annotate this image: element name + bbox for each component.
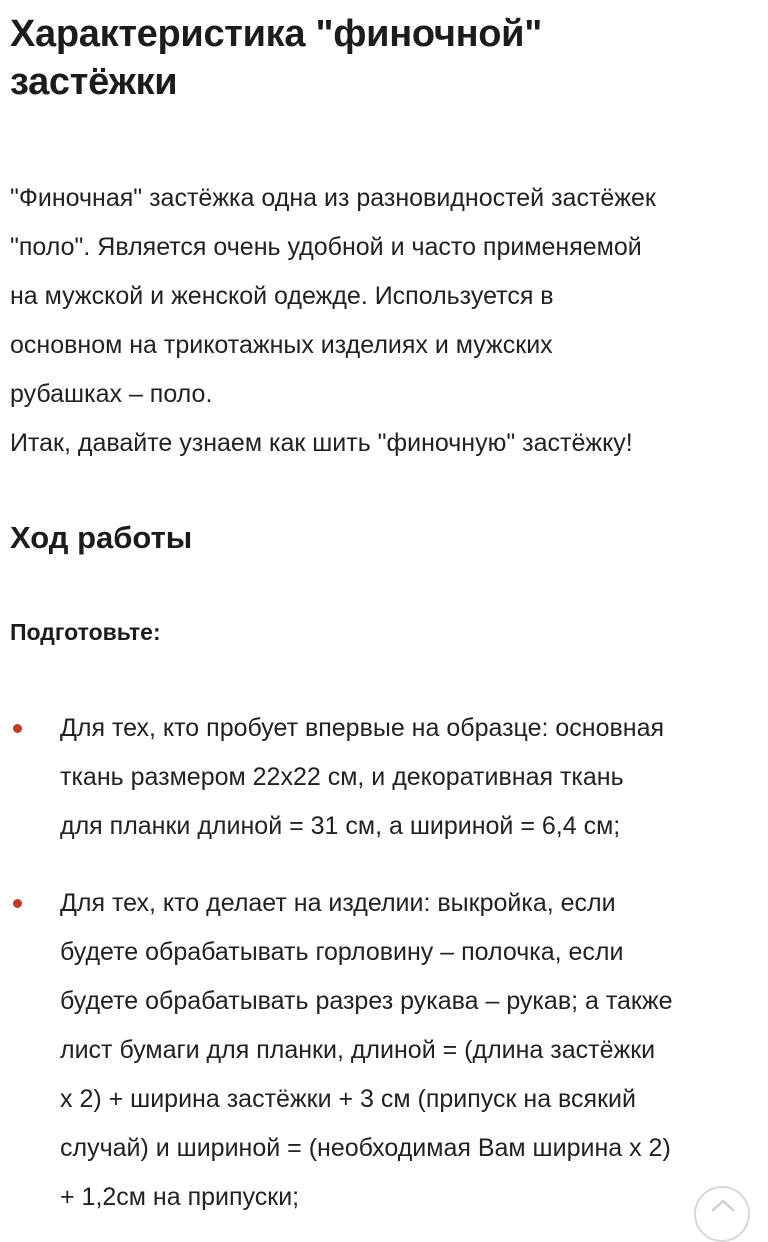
list-item-line: Для тех, кто пробует впервые на образце: основная bbox=[60, 714, 665, 742]
scroll-to-top-button[interactable] bbox=[694, 1186, 750, 1242]
article-title-line: Характеристика "финочной" bbox=[10, 13, 542, 55]
list-item-line: + 1,2см на припуски; bbox=[60, 1183, 300, 1211]
intro-line: основном на трикотажных изделиях и мужских bbox=[10, 331, 553, 359]
list-item bbox=[10, 879, 758, 1222]
list-item-line: будете обрабатывать разрез рукава – рукав; а также bbox=[60, 987, 673, 1015]
intro-line: рубашках – поло. bbox=[10, 380, 213, 408]
list-item bbox=[10, 704, 758, 851]
intro-line: "поло". Является очень удобной и часто применяемой bbox=[10, 233, 642, 261]
list-item-line: случай) и шириной = (необходимая Вам ширина х 2) bbox=[60, 1134, 671, 1162]
list-item-line: ткань размером 22х22 см, и декоративная ткань bbox=[60, 763, 624, 791]
chevron-up-icon bbox=[711, 1198, 735, 1212]
article-title-line: застёжки bbox=[10, 61, 178, 103]
list-item-line: для планки длиной = 31 см, а шириной = 6,4 см; bbox=[60, 812, 621, 840]
intro-line: "Финочная" застёжка одна из разновидностей застёжек bbox=[10, 184, 656, 212]
intro-line: Итак, давайте узнаем как шить "финочную" застёжку! bbox=[10, 429, 633, 457]
intro-paragraph bbox=[10, 174, 758, 468]
list-item-line: будете обрабатывать горловину – полочка, если bbox=[60, 938, 624, 966]
section-title: Ход работы bbox=[10, 520, 193, 555]
materials-list bbox=[10, 704, 758, 1222]
bullet-icon bbox=[13, 899, 22, 908]
list-item-line: лист бумаги для планки, длиной = (длина застёжки bbox=[60, 1036, 656, 1064]
list-item-line: Для тех, кто делает на изделии: выкройка, если bbox=[60, 889, 616, 917]
prepare-label: Подготовьте: bbox=[10, 619, 161, 645]
intro-line: на мужской и женской одежде. Используется в bbox=[10, 282, 554, 310]
list-item-line: х 2) + ширина застёжки + 3 см (припуск на всякий bbox=[60, 1085, 636, 1113]
bullet-icon bbox=[13, 724, 22, 733]
article-title bbox=[10, 10, 710, 106]
